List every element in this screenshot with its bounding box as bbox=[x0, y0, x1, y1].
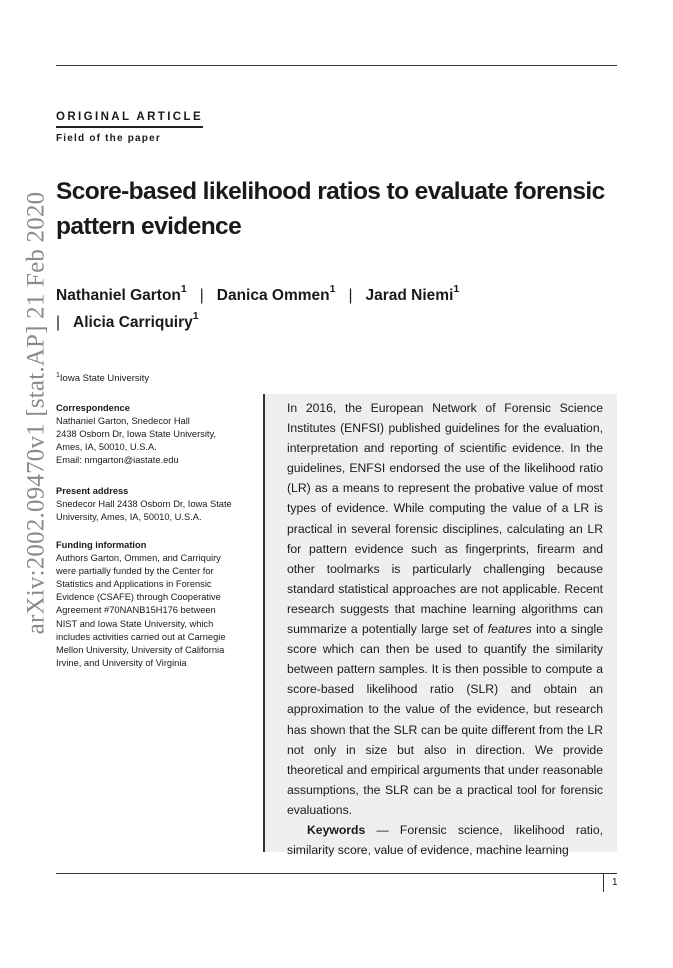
author-separator: | bbox=[348, 287, 353, 304]
correspondence-email: Email: nmgarton@iastate.edu bbox=[56, 455, 179, 466]
author-separator: | bbox=[56, 314, 61, 331]
funding-line: Evidence (CSAFE) through Cooperative bbox=[56, 592, 221, 603]
arxiv-stamp: arXiv:2002.09470v1 [stat.AP] 21 Feb 2020 bbox=[22, 191, 50, 635]
author-line-1 bbox=[56, 282, 536, 309]
affiliation bbox=[56, 373, 149, 384]
correspondence-heading: Correspondence bbox=[56, 403, 130, 413]
author-list bbox=[56, 282, 536, 336]
present-address-block bbox=[56, 485, 246, 524]
funding-heading: Funding information bbox=[56, 540, 147, 550]
correspondence-line: 2438 Osborn Dr, Iowa State University, bbox=[56, 429, 217, 440]
present-address-heading: Present address bbox=[56, 486, 129, 496]
author-affil-mark: 1 bbox=[192, 309, 199, 322]
author-affil-mark: 1 bbox=[329, 282, 336, 295]
author-name: Alicia Carriquiry bbox=[73, 314, 193, 331]
correspondence-line: Nathaniel Garton, Snedecor Hall bbox=[56, 416, 190, 427]
funding-line: were partially funded by the Center for bbox=[56, 566, 214, 577]
funding-line: Statistics and Applications in Forensic bbox=[56, 579, 212, 590]
page-number: 1 bbox=[603, 874, 618, 892]
field-of-paper: Field of the paper bbox=[56, 133, 161, 144]
author-name: Jarad Niemi bbox=[365, 287, 454, 304]
author-line-2 bbox=[56, 309, 536, 336]
abstract-text: In 2016, the European Network of Forensic Science Institutes (ENFSI) published guidelines for the evaluation, interpretation and reporting of scientific evidence. In the guidelines, ENFSI endorsed the use of the likelihood ratio (LR) as a means to represent the probative value of most types of evidence. While computing the value of a LR is practical in several forensic disciplines, calculating an LR for pattern evidence such as fingerprints, firearm and other toolmarks is particularly challenging because standard statistical approaches are not applicable. Recent research suggests that machine learning algorithms can summarize a potentially large set of features into a single score which can then be used to quantify the similarity between pattern samples. It is then possible to compute a score-based likelihood ratio (SLR) and obtain an approximation to the value of the evidence, but research has shown that the SLR can be quite different from the LR not only in size but also in direction. We provide theoretical and empirical arguments that under reasonable assumptions, the SLR can be a practical tool for forensic evaluations. bbox=[287, 401, 604, 817]
funding-block bbox=[56, 539, 246, 670]
author-name: Nathaniel Garton bbox=[56, 287, 181, 304]
present-address-line: Snedecor Hall 2438 Osborn Dr, Iowa State bbox=[56, 499, 232, 510]
funding-line: includes activities carried out at Carnegie bbox=[56, 631, 226, 642]
funding-line: Agreement #70NANB15H176 between bbox=[56, 605, 216, 616]
article-type: ORIGINAL ARTICLE bbox=[56, 111, 203, 128]
present-address-line: University, Ames, IA, 50010, U.S.A. bbox=[56, 512, 202, 523]
funding-line: Mellon University, University of California bbox=[56, 644, 225, 655]
abstract-italic-term: features bbox=[487, 622, 532, 637]
affiliation-mark: 1 bbox=[56, 371, 60, 379]
keywords bbox=[287, 820, 603, 860]
funding-line: NIST and Iowa State University, which bbox=[56, 618, 214, 629]
author-separator: | bbox=[199, 287, 204, 304]
keywords-text: — Forensic science, likelihood ratio, similarity score, value of evidence, machine learning bbox=[287, 822, 603, 858]
keywords-label: Keywords bbox=[307, 822, 366, 837]
abstract-box bbox=[263, 394, 617, 858]
footer-rule bbox=[56, 873, 617, 874]
paper-title: Score-based likelihood ratios to evaluate forensic pattern evidence bbox=[56, 178, 605, 240]
correspondence-line: Ames, IA, 50010, U.S.A. bbox=[56, 442, 157, 453]
correspondence-block bbox=[56, 402, 246, 467]
author-name: Danica Ommen bbox=[216, 287, 330, 304]
author-affil-mark: 1 bbox=[180, 282, 187, 295]
affiliation-name: Iowa State University bbox=[59, 373, 150, 384]
header-rule bbox=[56, 65, 617, 66]
funding-line: Irvine, and University of Virginia bbox=[56, 657, 187, 668]
funding-line: Authors Garton, Ommen, and Carriquiry bbox=[56, 553, 221, 564]
author-affil-mark: 1 bbox=[453, 282, 460, 295]
